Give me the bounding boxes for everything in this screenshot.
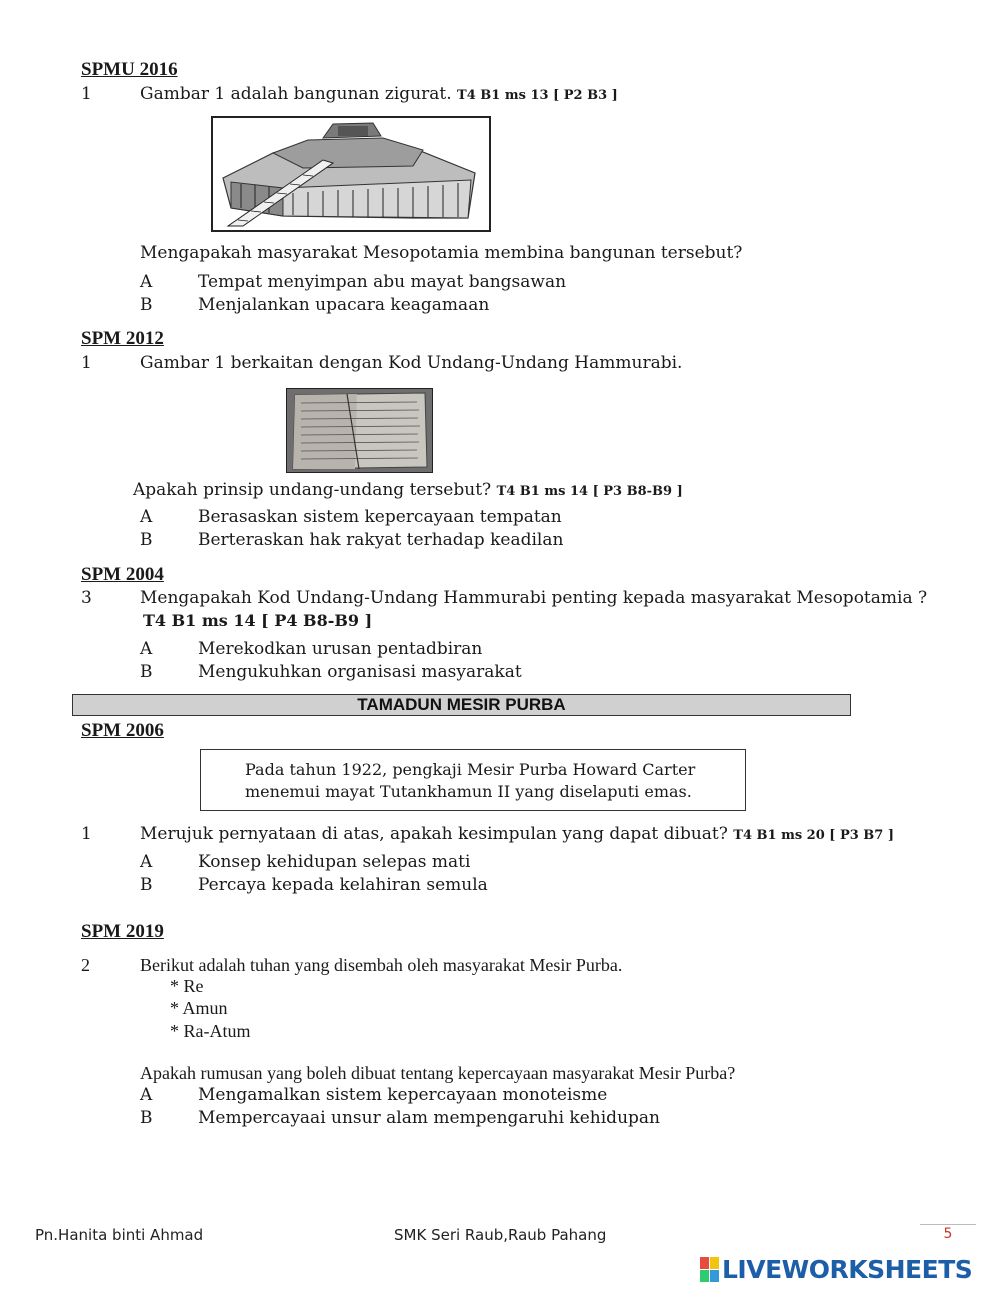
ziggurat-drawing xyxy=(213,118,489,230)
question-number: 1 xyxy=(81,824,92,844)
god-item: * Re xyxy=(170,976,204,996)
question-number: 1 xyxy=(81,353,92,373)
textbook-reference: T4 B1 ms 13 [ P2 B3 ] xyxy=(457,88,618,103)
question-text-main: Apakah prinsip undang-undang tersebut? xyxy=(133,480,492,500)
option-letter: B xyxy=(140,1108,153,1128)
question-text: Apakah rumusan yang boleh dibuat tentang kepercayaan masyarakat Mesir Purba? xyxy=(140,1063,736,1083)
ziggurat-image xyxy=(211,116,491,232)
question-stem: Mengapakah Kod Undang-Undang Hammurabi penting kepada masyarakat Mesopotamia ? xyxy=(140,588,928,608)
textbook-reference: T4 B1 ms 20 [ P3 B7 ] xyxy=(733,828,895,843)
option-letter: A xyxy=(140,272,153,292)
question-stem: Berikut adalah tuhan yang disembah oleh masyarakat Mesir Purba. xyxy=(140,955,623,975)
logo-blocks-icon xyxy=(700,1257,719,1282)
option-letter: B xyxy=(140,875,153,895)
god-item: * Ra-Atum xyxy=(170,1021,251,1041)
option-letter: A xyxy=(140,1085,153,1105)
option-a-text[interactable]: Konsep kehidupan selepas mati xyxy=(198,852,471,872)
question-text: Mengapakah masyarakat Mesopotamia membina bangunan tersebut? xyxy=(140,243,743,263)
option-a-text[interactable]: Tempat menyimpan abu mayat bangsawan xyxy=(198,272,567,292)
section-title-bar: TAMADUN MESIR PURBA xyxy=(72,694,851,716)
heading-spm-2004: SPM 2004 xyxy=(81,564,164,585)
option-b-text[interactable]: Mempercayaai unsur alam mempengaruhi kehidupan xyxy=(198,1108,660,1128)
heading-spm-2006: SPM 2006 xyxy=(81,720,164,741)
footer-school: SMK Seri Raub,Raub Pahang xyxy=(394,1226,607,1244)
page-number: 5 xyxy=(920,1224,976,1242)
option-letter: B xyxy=(140,662,153,682)
heading-spmu-2016: SPMU 2016 xyxy=(81,59,178,80)
question-stem xyxy=(140,824,894,846)
god-item: * Amun xyxy=(170,998,228,1018)
stone-tablet-drawing xyxy=(287,389,432,472)
statement-box xyxy=(200,749,746,811)
footer-author: Pn.Hanita binti Ahmad xyxy=(35,1226,204,1244)
question-text xyxy=(133,480,683,502)
option-b-text[interactable]: Berteraskan hak rakyat terhadap keadilan xyxy=(198,530,564,550)
option-letter: B xyxy=(140,530,153,550)
heading-spm-2019: SPM 2019 xyxy=(81,921,164,942)
textbook-reference: T4 B1 ms 14 [ P4 B8-B9 ] xyxy=(143,611,373,630)
question-number: 2 xyxy=(81,955,90,975)
option-letter: A xyxy=(140,507,153,527)
statement-line-2: menemui mayat Tutankhamun II yang diselaputi emas. xyxy=(245,782,692,801)
stem-text: Merujuk pernyataan di atas, apakah kesimpulan yang dapat dibuat? xyxy=(140,824,728,844)
option-a-text[interactable]: Berasaskan sistem kepercayaan tempatan xyxy=(198,507,562,527)
question-stem: Gambar 1 berkaitan dengan Kod Undang-Undang Hammurabi. xyxy=(140,353,683,373)
option-letter: B xyxy=(140,295,153,315)
option-a-text[interactable]: Mengamalkan sistem kepercayaan monoteisme xyxy=(198,1085,608,1105)
heading-spm-2012: SPM 2012 xyxy=(81,328,164,349)
question-number: 1 xyxy=(81,84,92,104)
liveworksheets-logo[interactable] xyxy=(700,1255,972,1284)
option-b-text[interactable]: Menjalankan upacara keagamaan xyxy=(198,295,490,315)
question-stem xyxy=(140,84,618,106)
statement-line-1: Pada tahun 1922, pengkaji Mesir Purba Howard Carter xyxy=(245,760,696,779)
logo-text: LIVEWORKSHEETS xyxy=(722,1255,973,1284)
option-b-text[interactable]: Percaya kepada kelahiran semula xyxy=(198,875,488,895)
question-number: 3 xyxy=(81,588,92,608)
stem-text: Gambar 1 adalah bangunan zigurat. xyxy=(140,84,452,104)
option-letter: A xyxy=(140,639,153,659)
textbook-reference: T4 B1 ms 14 [ P3 B8-B9 ] xyxy=(496,484,683,499)
option-b-text[interactable]: Mengukuhkan organisasi masyarakat xyxy=(198,662,522,682)
hammurabi-stone-image xyxy=(286,388,433,473)
option-a-text[interactable]: Merekodkan urusan pentadbiran xyxy=(198,639,483,659)
option-letter: A xyxy=(140,852,153,872)
